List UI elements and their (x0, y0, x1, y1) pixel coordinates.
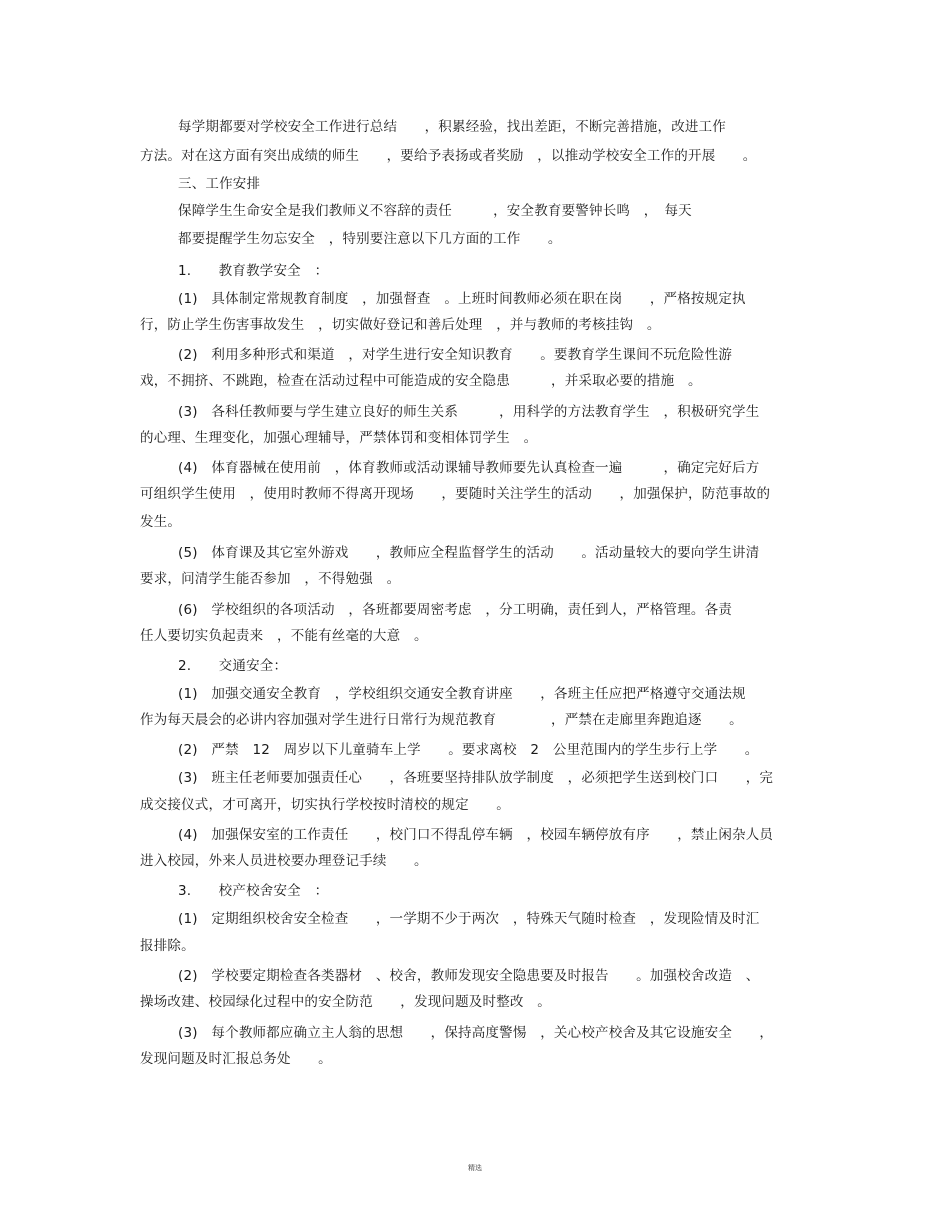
section-heading: 三、工作安排 (178, 176, 261, 192)
subsection-heading: 2. 交通安全： (178, 658, 288, 674)
paragraph-line: 发生。 (140, 514, 182, 530)
paragraph-line: 报排除。 (140, 938, 195, 954)
paragraph-line: (1) 定期组织校舍安全检查 ，一学期不少于两次 ，特殊天气随时检查 ，发现险情及时汇 (178, 911, 760, 927)
subsection-heading: 1. 教育教学安全 ： (178, 263, 329, 279)
paragraph-line: 发现问题及时汇报总务处 。 (140, 1051, 332, 1067)
paragraph-line: (1) 具体制定常规教育制度 ，加强督查 。上班时间教师必须在职在岗 ，严格按规定执 (178, 291, 746, 307)
paragraph-line: 任人要切实负起责来 ，不能有丝毫的大意 。 (140, 628, 428, 644)
paragraph-line: 的心理、生理变化，加强心理辅导，严禁体罚和变相体罚学生 。 (140, 430, 538, 446)
paragraph-line: (3) 班主任老师要加强责任心 ，各班要坚持排队放学制度 ，必须把学生送到校门口 ，完 (178, 770, 774, 786)
paragraph-line: 可组织学生使用 ，使用时教师不得离开现场 ，要随时关注学生的活动 ，加强保护，防范事故的 (140, 486, 771, 502)
paragraph-line: (4) 加强保安室的工作责任 ，校门口不得乱停车辆 ，校园车辆停放有序 ，禁止闲杂人员 (178, 827, 774, 843)
paragraph-line: 作为每天晨会的必讲内容加强对学生进行日常行为规范教育 ，严禁在走廊里奔跑追逐 。 (140, 712, 743, 728)
paragraph-line: 都要提醒学生勿忘安全 ，特别要注意以下几方面的工作 。 (178, 231, 562, 247)
paragraph-line: (5) 体育课及其它室外游戏 ，教师应全程监督学生的活动 。活动量较大的要向学生讲清 (178, 545, 760, 561)
subsection-heading: 3. 校产校舍安全 ： (178, 883, 329, 899)
paragraph-line: (3) 各科任教师要与学生建立良好的师生关系 ，用科学的方法教育学生 ，积极研究学生 (178, 404, 760, 420)
paragraph-line: (2) 学校要定期检查各类器材 、校舍，教师发现安全隐患要及时报告 。加强校舍改造 、 (178, 968, 760, 984)
paragraph-line: (4) 体育器械在使用前 ，体育教师或活动课辅导教师要先认真检查一遍 ，确定完好后方 (178, 460, 760, 476)
paragraph-line: 戏，不拥挤、不跳跑，检查在活动过程中可能造成的安全隐患 ，并采取必要的措施 。 (140, 373, 702, 389)
paragraph-line: (2) 严禁 12 周岁以下儿童骑车上学 。要求离校 2 公里范围内的学生步行上学 。 (178, 742, 759, 758)
paragraph-line: 每学期都要对学校安全工作进行总结 ，积累经验，找出差距，不断完善措施，改进工作 (178, 119, 726, 135)
paragraph-line: 保障学生生命安全是我们教师义不容辞的责任 ，安全教育要警钟长鸣 ， 每天 (178, 203, 692, 219)
paragraph-line: 操场改建、校园绿化过程中的安全防范 ，发现问题及时整改 。 (140, 994, 551, 1010)
paragraph-line: (6) 学校组织的各项活动 ，各班都要周密考虑 ，分工明确，责任到人，严格管理。各责 (178, 602, 733, 618)
paragraph-line: 进入校园，外来人员进校要办理登记手续 。 (140, 853, 428, 869)
paragraph-line: (2) 利用多种形式和渠道 ，对学生进行安全知识教育 。要教育学生课间不玩危险性游 (178, 347, 733, 363)
paragraph-line: (3) 每个教师都应确立主人翁的思想 ，保持高度警惕 ，关心校产校舍及其它设施安全 ， (178, 1025, 774, 1041)
page-footer: 精选 (468, 1164, 482, 1172)
paragraph-line: 方法。对在这方面有突出成绩的师生 ，要给予表扬或者奖励 ，以推动学校安全工作的开展 。 (140, 148, 757, 164)
paragraph-line: (1) 加强交通安全教育 ，学校组织交通安全教育讲座 ，各班主任应把严格遵守交通法规 (178, 686, 746, 702)
paragraph-line: 行，防止学生伤害事故发生 ，切实做好登记和善后处理 ，并与教师的考核挂钩 。 (140, 317, 661, 333)
paragraph-line: 成交接仪式，才可离开，切实执行学校按时清校的规定 。 (140, 797, 510, 813)
paragraph-line: 要求，问清学生能否参加 ，不得勉强 。 (140, 571, 401, 587)
